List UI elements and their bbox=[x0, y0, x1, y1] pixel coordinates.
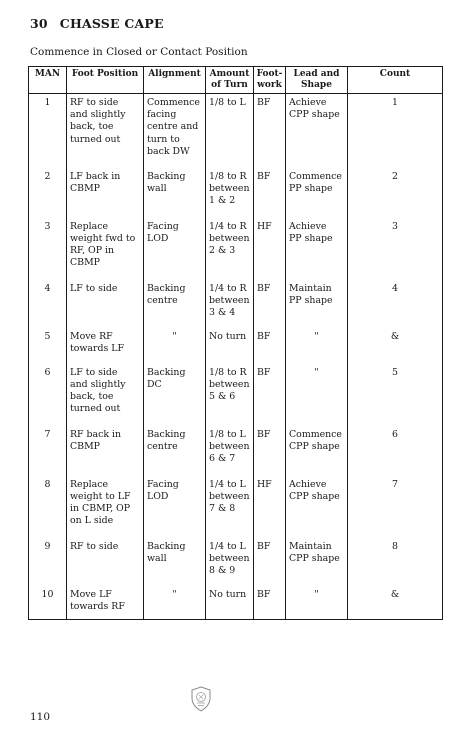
table-row bbox=[29, 476, 443, 538]
count: 2 bbox=[348, 168, 443, 218]
foot-position: Replace weight fwd to RF, OP in CBMP bbox=[67, 218, 144, 280]
foot-position: Move RF towards LF bbox=[67, 328, 144, 364]
footwork: BF bbox=[254, 426, 286, 476]
figure-title: CHASSE CAPE bbox=[59, 16, 164, 31]
ditto-mark: " bbox=[172, 330, 177, 342]
amount-of-turn: 1/4 to L between 7 & 8 bbox=[206, 476, 254, 538]
alignment: Backing wall bbox=[144, 168, 206, 218]
page-heading bbox=[30, 16, 164, 31]
table-row bbox=[29, 364, 443, 426]
count: 3 bbox=[348, 218, 443, 280]
count: & bbox=[348, 328, 443, 364]
foot-position: LF to side and slightly back, toe turned out bbox=[67, 364, 144, 426]
ditto-mark: " bbox=[172, 588, 177, 600]
step-number: 5 bbox=[29, 328, 67, 364]
count: 1 bbox=[348, 94, 443, 168]
lead-and-shape: Achieve CPP shape bbox=[286, 94, 348, 168]
step-number: 6 bbox=[29, 364, 67, 426]
alignment: Facing LOD bbox=[144, 476, 206, 538]
table-row bbox=[29, 280, 443, 328]
foot-position: LF to side bbox=[67, 280, 144, 328]
col-header-man: MAN bbox=[29, 67, 67, 94]
lead-and-shape: Achieve CPP shape bbox=[286, 476, 348, 538]
foot-position: RF to side bbox=[67, 538, 144, 586]
alignment: Backing centre bbox=[144, 280, 206, 328]
table-row bbox=[29, 94, 443, 168]
count: 8 bbox=[348, 538, 443, 586]
table-row bbox=[29, 538, 443, 586]
step-number: 3 bbox=[29, 218, 67, 280]
alignment: Commence facing centre and turn to back DW bbox=[144, 94, 206, 168]
lead-and-shape: Maintain PP shape bbox=[286, 280, 348, 328]
footwork: BF bbox=[254, 94, 286, 168]
col-header-footwork: Foot- work bbox=[254, 67, 286, 94]
amount-of-turn: 1/8 to L bbox=[206, 94, 254, 168]
footwork: BF bbox=[254, 328, 286, 364]
lead-and-shape: Commence CPP shape bbox=[286, 426, 348, 476]
foot-position: LF back in CBMP bbox=[67, 168, 144, 218]
table-row bbox=[29, 168, 443, 218]
step-number: 7 bbox=[29, 426, 67, 476]
foot-position: RF to side and slightly back, toe turned out bbox=[67, 94, 144, 168]
amount-of-turn: No turn bbox=[206, 328, 254, 364]
step-number: 1 bbox=[29, 94, 67, 168]
alignment: Backing centre bbox=[144, 426, 206, 476]
step-number: 8 bbox=[29, 476, 67, 538]
steps-table bbox=[28, 66, 443, 620]
amount-of-turn: 1/4 to L between 8 & 9 bbox=[206, 538, 254, 586]
footwork: BF bbox=[254, 364, 286, 426]
footwork: BF bbox=[254, 586, 286, 620]
table-row bbox=[29, 426, 443, 476]
col-header-lead-and-shape: Lead and Shape bbox=[286, 67, 348, 94]
col-header-amount-of-turn: Amount of Turn bbox=[206, 67, 254, 94]
col-header-count: Count bbox=[348, 67, 443, 94]
footwork: BF bbox=[254, 538, 286, 586]
lead-and-shape: Commence PP shape bbox=[286, 168, 348, 218]
foot-position: Move LF towards RF bbox=[67, 586, 144, 620]
col-header-alignment: Alignment bbox=[144, 67, 206, 94]
alignment: Facing LOD bbox=[144, 218, 206, 280]
count: 6 bbox=[348, 426, 443, 476]
count: 7 bbox=[348, 476, 443, 538]
footwork: HF bbox=[254, 476, 286, 538]
amount-of-turn: 1/8 to L between 6 & 7 bbox=[206, 426, 254, 476]
amount-of-turn: No turn bbox=[206, 586, 254, 620]
amount-of-turn: 1/8 to R between 5 & 6 bbox=[206, 364, 254, 426]
amount-of-turn: 1/8 to R between 1 & 2 bbox=[206, 168, 254, 218]
step-number: 2 bbox=[29, 168, 67, 218]
amount-of-turn: 1/4 to R between 2 & 3 bbox=[206, 218, 254, 280]
col-header-foot-position: Foot Position bbox=[67, 67, 144, 94]
table-row bbox=[29, 586, 443, 620]
lead-and-shape: Maintain CPP shape bbox=[286, 538, 348, 586]
step-number: 4 bbox=[29, 280, 67, 328]
step-number: 10 bbox=[29, 586, 67, 620]
foot-position: Replace weight to LF in CBMP, OP on L side bbox=[67, 476, 144, 538]
crest-icon bbox=[189, 686, 213, 712]
count: 4 bbox=[348, 280, 443, 328]
figure-number: 30 bbox=[30, 16, 48, 31]
ditto-mark: " bbox=[314, 330, 319, 342]
footwork: HF bbox=[254, 218, 286, 280]
table-row bbox=[29, 218, 443, 280]
alignment: Backing wall bbox=[144, 538, 206, 586]
ditto-mark: " bbox=[314, 588, 319, 600]
step-number: 9 bbox=[29, 538, 67, 586]
starting-position-note: Commence in Closed or Contact Position bbox=[30, 46, 248, 58]
count: & bbox=[348, 586, 443, 620]
footwork: BF bbox=[254, 280, 286, 328]
lead-and-shape: Achieve PP shape bbox=[286, 218, 348, 280]
table-row bbox=[29, 328, 443, 364]
alignment: Backing DC bbox=[144, 364, 206, 426]
page-number: 110 bbox=[30, 711, 51, 723]
footwork: BF bbox=[254, 168, 286, 218]
table-header-row bbox=[29, 67, 443, 94]
amount-of-turn: 1/4 to R between 3 & 4 bbox=[206, 280, 254, 328]
foot-position: RF back in CBMP bbox=[67, 426, 144, 476]
count: 5 bbox=[348, 364, 443, 426]
ditto-mark: " bbox=[314, 366, 319, 378]
